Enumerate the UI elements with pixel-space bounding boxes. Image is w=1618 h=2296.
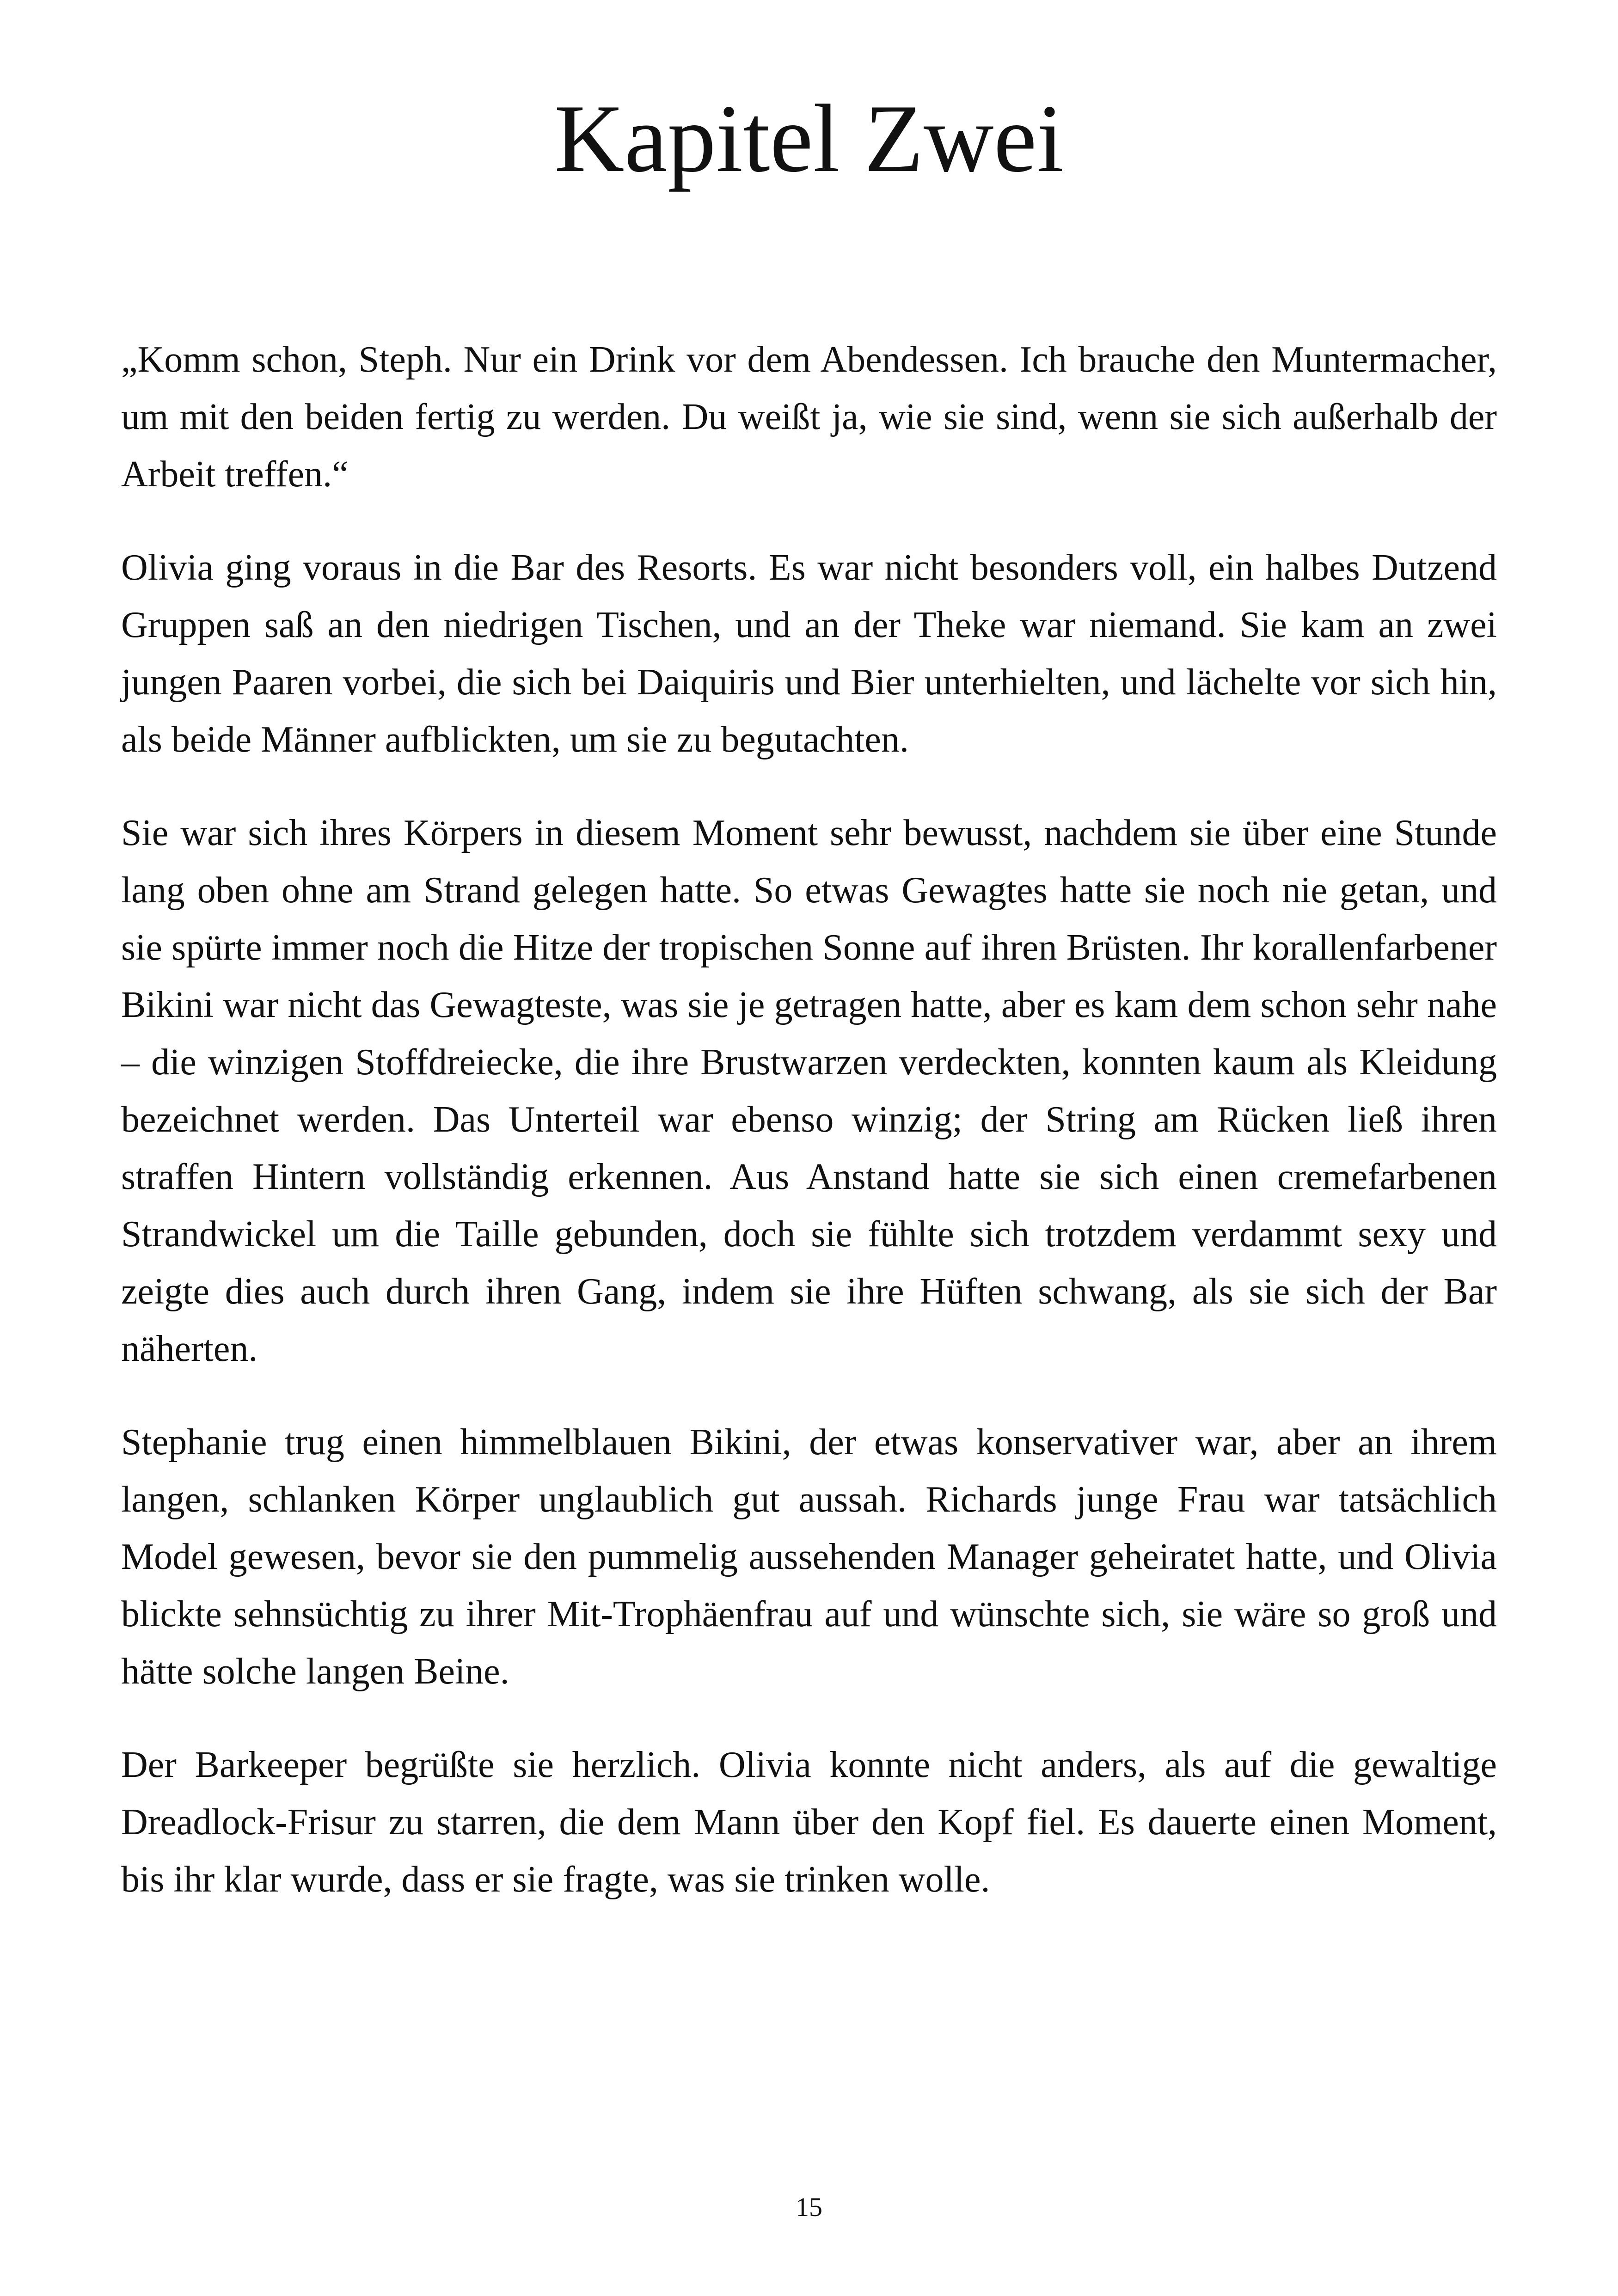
paragraph: Stephanie trug einen himmelblauen Bikini, der etwas konservativer war, aber an ihrem langen, schlanken Körper unglaublich gut aussah. Richards junge Frau war tatsächlich Model gewesen, bevor sie den pummelig aussehenden Manager geheiratet hatte, und Olivia blickte sehnsüchtig zu ihrer Mit-Trophäenfrau auf und wünschte sich, sie wäre so groß und hätte solche langen Beine. — [121, 1422, 1497, 1692]
page-number: 15 — [796, 2192, 822, 2222]
paragraph: Olivia ging voraus in die Bar des Resorts. Es war nicht besonders voll, ein halbes Dutzend Gruppen saß an den niedrigen Tischen, und an der Theke war niemand. Sie kam an zwei jungen Paaren vorbei, die sich bei Daiquiris und Bier unterhielten, und lächelte vor sich hin, als beide Männer aufblickten, um sie zu begutachten. — [121, 547, 1497, 760]
paragraph: Sie war sich ihres Körpers in diesem Moment sehr bewusst, nachdem sie über eine Stunde lang oben ohne am Strand gelegen hatte. So etwas Gewagtes hatte sie noch nie getan, und sie spürte immer noch die Hitze der tropischen Sonne auf ihren Brüsten. Ihr korallenfarbener Bikini war nicht das Gewagteste, was sie je getragen hatte, aber es kam dem schon sehr nahe – die winzigen Stoffdreiecke, die ihre Brustwarzen verdeckten, konnten kaum als Kleidung bezeichnet werden. Das Unterteil war ebenso winzig; der String am Rücken ließ ihren straffen Hintern vollständig erkennen. Aus Anstand hatte sie sich einen cremefarbenen Strandwickel um die Taille gebunden, doch sie fühlte sich trotzdem verdammt sexy und zeigte dies auch durch ihren Gang, indem sie ihre Hüften schwang, als sie sich der Bar näherten. — [121, 813, 1497, 1369]
chapter-title: Kapitel Zwei — [554, 85, 1064, 192]
chapter-body — [121, 331, 1497, 1944]
paragraph: „Komm schon, Steph. Nur ein Drink vor dem Abendessen. Ich brauche den Muntermacher, um mit den beiden fertig zu werden. Du weißt ja, wie sie sind, wenn sie sich außerhalb der Arbeit treffen.“ — [121, 339, 1497, 495]
paragraph: Der Barkeeper begrüßte sie herzlich. Olivia konnte nicht anders, als auf die gewaltige Dreadlock-Frisur zu starren, die dem Mann über den Kopf fiel. Es dauerte einen Moment, bis ihr klar wurde, dass er sie fragte, was sie trinken wolle. — [121, 1745, 1497, 1900]
